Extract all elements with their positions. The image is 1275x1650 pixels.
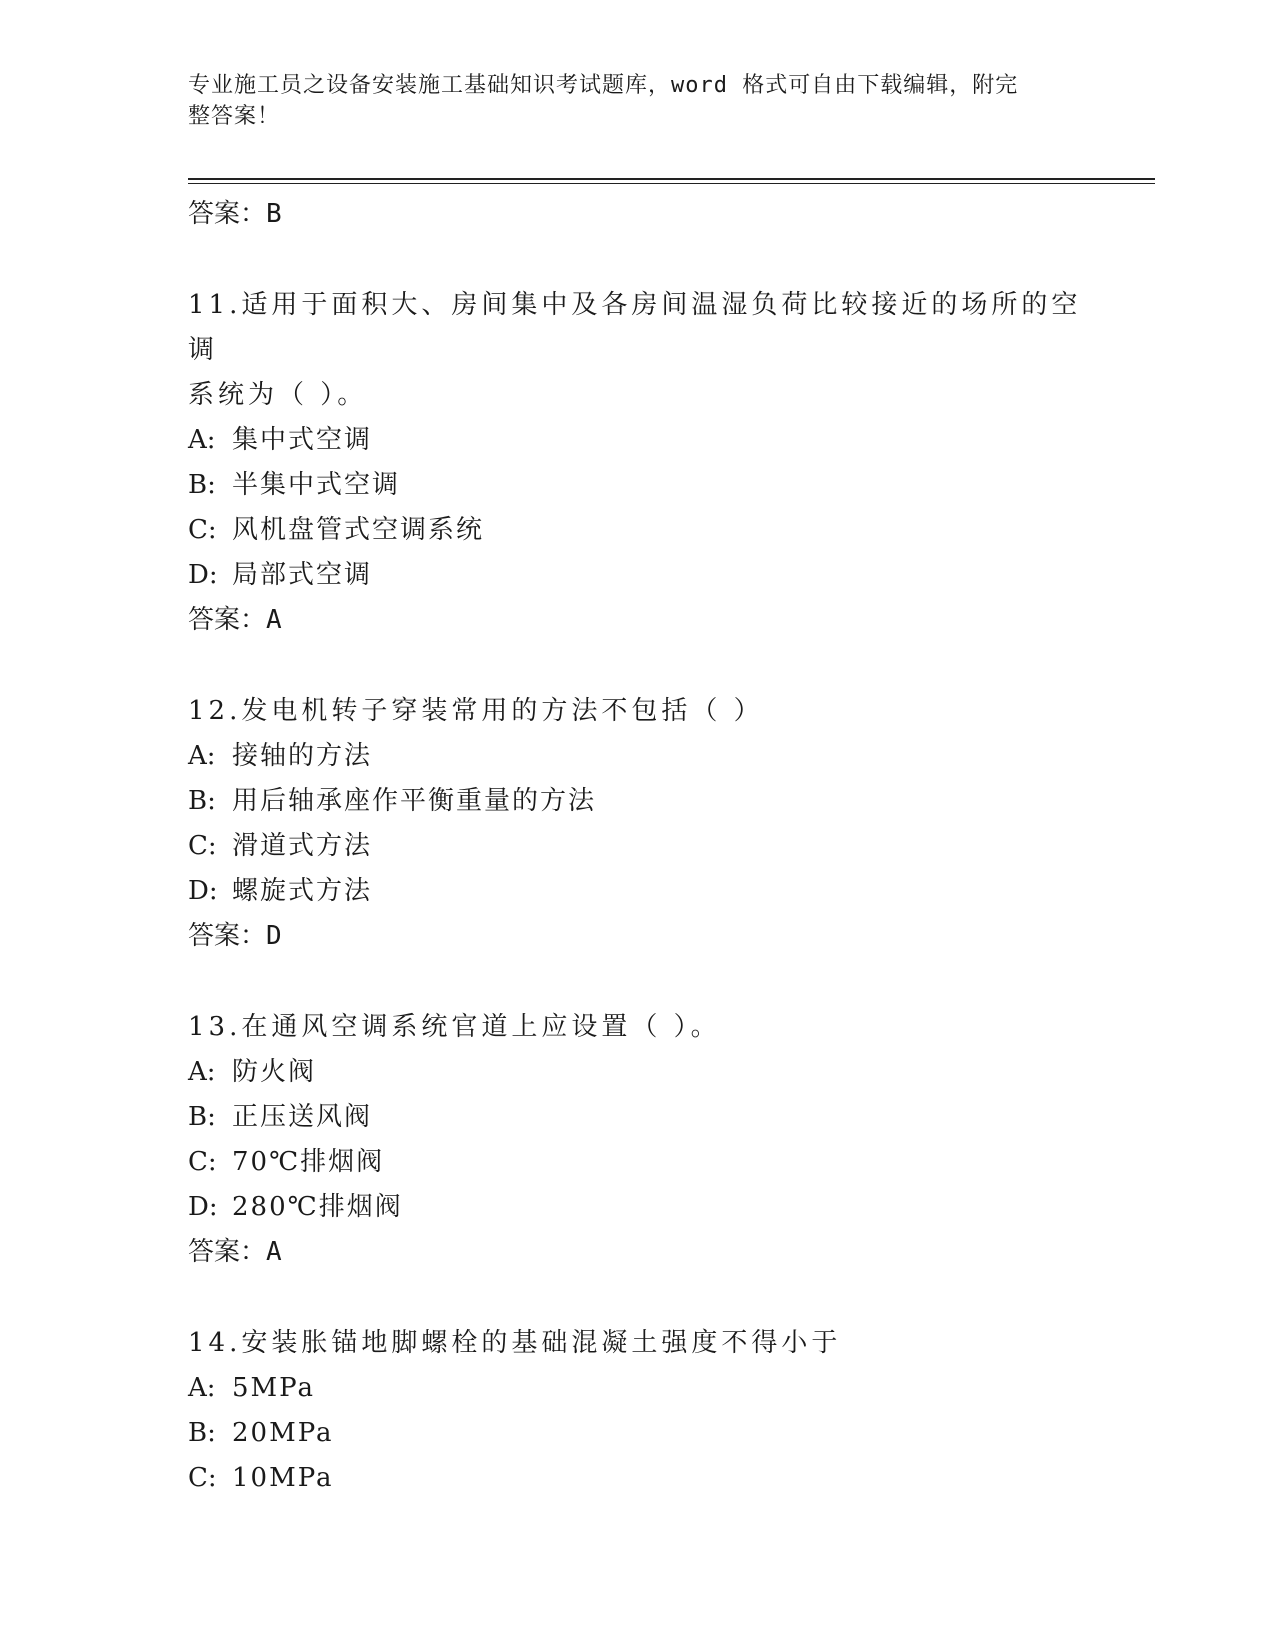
option-a <box>188 418 1088 463</box>
option-c <box>188 508 1088 553</box>
option-letter: B: <box>188 470 216 500</box>
option-a <box>188 1050 1088 1095</box>
option-d <box>188 1185 1088 1230</box>
option-letter: C: <box>188 1147 217 1177</box>
answer-label: 答案：A <box>188 1237 282 1267</box>
option-text: 20MPa <box>232 1418 334 1448</box>
option-letter: C: <box>188 515 217 545</box>
option-b <box>188 463 1088 508</box>
header-divider <box>188 178 1155 180</box>
question-14 <box>188 1321 1088 1501</box>
header-line-1: 专业施工员之设备安装施工基础知识考试题库，word 格式可自由下载编辑，附完 <box>188 73 1019 98</box>
option-text: 集中式空调 <box>232 425 373 455</box>
question-text: 12.发电机转子穿装常用的方法不包括（ ） <box>188 696 764 726</box>
question-13 <box>188 1005 1088 1275</box>
option-text: 半集中式空调 <box>232 470 401 500</box>
option-letter: B: <box>188 1102 216 1132</box>
option-letter: B: <box>188 1418 216 1448</box>
option-b <box>188 1411 1088 1456</box>
option-letter: D: <box>188 876 218 906</box>
option-text: 10MPa <box>232 1463 334 1493</box>
option-letter: B: <box>188 786 216 816</box>
option-b <box>188 779 1088 824</box>
option-text: 接轴的方法 <box>232 741 373 771</box>
question-12 <box>188 689 1088 959</box>
option-letter: C: <box>188 831 217 861</box>
question-list <box>188 192 1088 1501</box>
option-b <box>188 1095 1088 1140</box>
option-letter: D: <box>188 1192 218 1222</box>
option-text: 滑道式方法 <box>232 831 373 861</box>
option-d <box>188 553 1088 598</box>
option-letter: A: <box>188 425 216 455</box>
option-text: 280℃排烟阀 <box>232 1192 403 1222</box>
document-header <box>188 70 1068 132</box>
option-text: 用后轴承座作平衡重量的方法 <box>232 786 597 816</box>
option-letter: A: <box>188 1373 216 1403</box>
option-letter: C: <box>188 1463 217 1493</box>
option-text: 风机盘管式空调系统 <box>232 515 485 545</box>
answer-label: 答案：A <box>188 605 282 635</box>
question-11 <box>188 283 1088 643</box>
option-text: 70℃排烟阀 <box>232 1147 385 1177</box>
option-c <box>188 824 1088 869</box>
option-c <box>188 1456 1088 1501</box>
question-text: 14.安装胀锚地脚螺栓的基础混凝土强度不得小于 <box>188 1328 842 1358</box>
option-text: 局部式空调 <box>232 560 373 590</box>
option-a <box>188 734 1088 779</box>
option-d <box>188 869 1088 914</box>
option-text: 5MPa <box>232 1373 315 1403</box>
option-c <box>188 1140 1088 1185</box>
header-line-2: 整答案！ <box>188 104 281 129</box>
question-text: 11.适用于面积大、房间集中及各房间温湿负荷比较接近的场所的空调 <box>188 290 1082 365</box>
answer-label: 答案：D <box>188 921 282 951</box>
option-text: 防火阀 <box>232 1057 317 1087</box>
option-letter: A: <box>188 1057 216 1087</box>
question-text-continued: 系统为（ ）。 <box>188 380 368 410</box>
option-a <box>188 1366 1088 1411</box>
option-letter: A: <box>188 741 216 771</box>
answer-label: 答案：B <box>188 199 282 229</box>
option-letter: D: <box>188 560 218 590</box>
header-divider-thin <box>188 183 1155 184</box>
option-text: 正压送风阀 <box>232 1102 373 1132</box>
option-text: 螺旋式方法 <box>232 876 373 906</box>
question-text: 13.在通风空调系统官道上应设置（ ）。 <box>188 1012 721 1042</box>
